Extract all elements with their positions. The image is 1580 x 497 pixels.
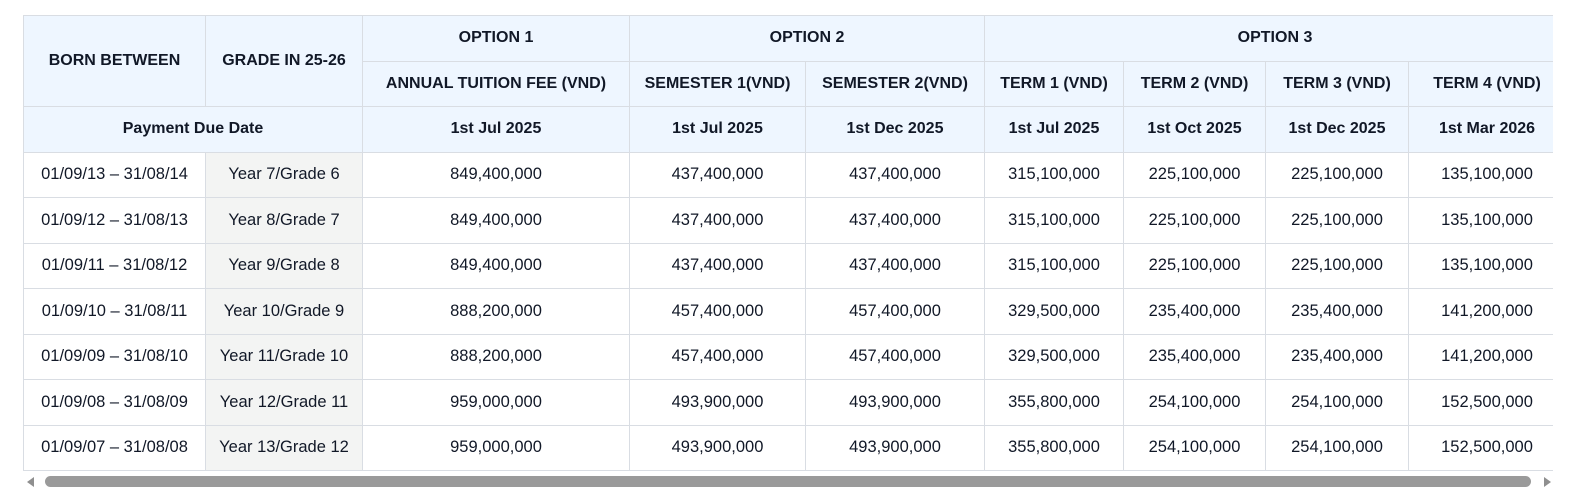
fee-cell: 493,900,000	[630, 380, 806, 426]
fee-cell: 849,400,000	[363, 243, 630, 289]
fee-cell: 225,100,000	[1266, 243, 1409, 289]
grade-cell: Year 7/Grade 6	[206, 152, 363, 198]
scroll-right-arrow-icon[interactable]	[1544, 477, 1551, 487]
grade-cell: Year 11/Grade 10	[206, 334, 363, 380]
fee-cell: 235,400,000	[1124, 289, 1266, 335]
grade-cell: Year 8/Grade 7	[206, 198, 363, 244]
fee-cell: 959,000,000	[363, 425, 630, 471]
fee-cell: 888,200,000	[363, 289, 630, 335]
due-date: 1st Dec 2025	[806, 107, 985, 153]
born-between-cell: 01/09/09 – 31/08/10	[24, 334, 206, 380]
fee-cell: 315,100,000	[985, 152, 1124, 198]
header-term-3: TERM 3 (VND)	[1266, 61, 1409, 107]
fee-cell: 315,100,000	[985, 198, 1124, 244]
fee-cell: 457,400,000	[630, 334, 806, 380]
born-between-cell: 01/09/08 – 31/08/09	[24, 380, 206, 426]
fee-cell: 225,100,000	[1124, 243, 1266, 289]
fee-cell: 225,100,000	[1124, 152, 1266, 198]
born-between-cell: 01/09/12 – 31/08/13	[24, 198, 206, 244]
grade-cell: Year 13/Grade 12	[206, 425, 363, 471]
fee-cell: 152,500,000	[1409, 425, 1554, 471]
fee-cell: 493,900,000	[806, 380, 985, 426]
fee-cell: 329,500,000	[985, 334, 1124, 380]
table-row	[24, 380, 1554, 426]
fee-cell: 849,400,000	[363, 198, 630, 244]
scroll-left-arrow-icon[interactable]	[27, 477, 34, 487]
tuition-table-container	[23, 15, 1553, 473]
header-option-2: OPTION 2	[630, 16, 985, 62]
horizontal-scrollbar[interactable]	[23, 474, 1553, 490]
due-date: 1st Jul 2025	[985, 107, 1124, 153]
scrollbar-track[interactable]	[45, 476, 1531, 487]
fee-cell: 254,100,000	[1266, 380, 1409, 426]
fee-cell: 355,800,000	[985, 425, 1124, 471]
fee-cell: 437,400,000	[630, 198, 806, 244]
header-annual-fee: ANNUAL TUITION FEE (VND)	[363, 61, 630, 107]
fee-cell: 437,400,000	[630, 152, 806, 198]
born-between-cell: 01/09/10 – 31/08/11	[24, 289, 206, 335]
fee-cell: 493,900,000	[806, 425, 985, 471]
header-semester-2: SEMESTER 2(VND)	[806, 61, 985, 107]
table-row	[24, 289, 1554, 335]
header-option-3: OPTION 3	[985, 16, 1554, 62]
born-between-cell: 01/09/11 – 31/08/12	[24, 243, 206, 289]
fee-cell: 457,400,000	[806, 334, 985, 380]
fee-cell: 235,400,000	[1266, 334, 1409, 380]
due-date: 1st Mar 2026	[1409, 107, 1554, 153]
fee-cell: 254,100,000	[1124, 425, 1266, 471]
fee-cell: 141,200,000	[1409, 289, 1554, 335]
table-row	[24, 243, 1554, 289]
due-date: 1st Dec 2025	[1266, 107, 1409, 153]
header-row-options	[24, 16, 1554, 62]
fee-cell: 225,100,000	[1124, 198, 1266, 244]
fee-cell: 437,400,000	[806, 152, 985, 198]
table-row	[24, 152, 1554, 198]
fee-cell: 254,100,000	[1266, 425, 1409, 471]
fee-cell: 225,100,000	[1266, 152, 1409, 198]
fee-cell: 493,900,000	[630, 425, 806, 471]
grade-cell: Year 12/Grade 11	[206, 380, 363, 426]
payment-due-date-label: Payment Due Date	[24, 107, 363, 153]
due-date: 1st Jul 2025	[630, 107, 806, 153]
fee-cell: 315,100,000	[985, 243, 1124, 289]
due-date: 1st Jul 2025	[363, 107, 630, 153]
header-grade: GRADE IN 25-26	[206, 16, 363, 107]
fee-cell: 135,100,000	[1409, 198, 1554, 244]
fee-cell: 235,400,000	[1124, 334, 1266, 380]
fee-cell: 135,100,000	[1409, 152, 1554, 198]
fee-cell: 254,100,000	[1124, 380, 1266, 426]
fee-cell: 888,200,000	[363, 334, 630, 380]
fee-cell: 457,400,000	[806, 289, 985, 335]
fee-cell: 355,800,000	[985, 380, 1124, 426]
fee-cell: 141,200,000	[1409, 334, 1554, 380]
scrollbar-thumb[interactable]	[45, 476, 1531, 487]
header-born-between: BORN BETWEEN	[24, 16, 206, 107]
born-between-cell: 01/09/13 – 31/08/14	[24, 152, 206, 198]
due-date: 1st Oct 2025	[1124, 107, 1266, 153]
fee-cell: 152,500,000	[1409, 380, 1554, 426]
header-semester-1: SEMESTER 1(VND)	[630, 61, 806, 107]
fee-cell: 437,400,000	[806, 198, 985, 244]
header-term-4: TERM 4 (VND)	[1409, 61, 1554, 107]
header-term-1: TERM 1 (VND)	[985, 61, 1124, 107]
fee-cell: 225,100,000	[1266, 198, 1409, 244]
table-row	[24, 334, 1554, 380]
payment-due-date-row	[24, 107, 1554, 153]
table-row	[24, 425, 1554, 471]
tuition-fee-table	[23, 15, 1553, 471]
fee-cell: 457,400,000	[630, 289, 806, 335]
header-term-2: TERM 2 (VND)	[1124, 61, 1266, 107]
fee-cell: 849,400,000	[363, 152, 630, 198]
born-between-cell: 01/09/07 – 31/08/08	[24, 425, 206, 471]
grade-cell: Year 10/Grade 9	[206, 289, 363, 335]
fee-cell: 135,100,000	[1409, 243, 1554, 289]
header-option-1: OPTION 1	[363, 16, 630, 62]
fee-cell: 959,000,000	[363, 380, 630, 426]
fee-cell: 437,400,000	[806, 243, 985, 289]
fee-cell: 437,400,000	[630, 243, 806, 289]
grade-cell: Year 9/Grade 8	[206, 243, 363, 289]
fee-cell: 329,500,000	[985, 289, 1124, 335]
table-row	[24, 198, 1554, 244]
fee-cell: 235,400,000	[1266, 289, 1409, 335]
